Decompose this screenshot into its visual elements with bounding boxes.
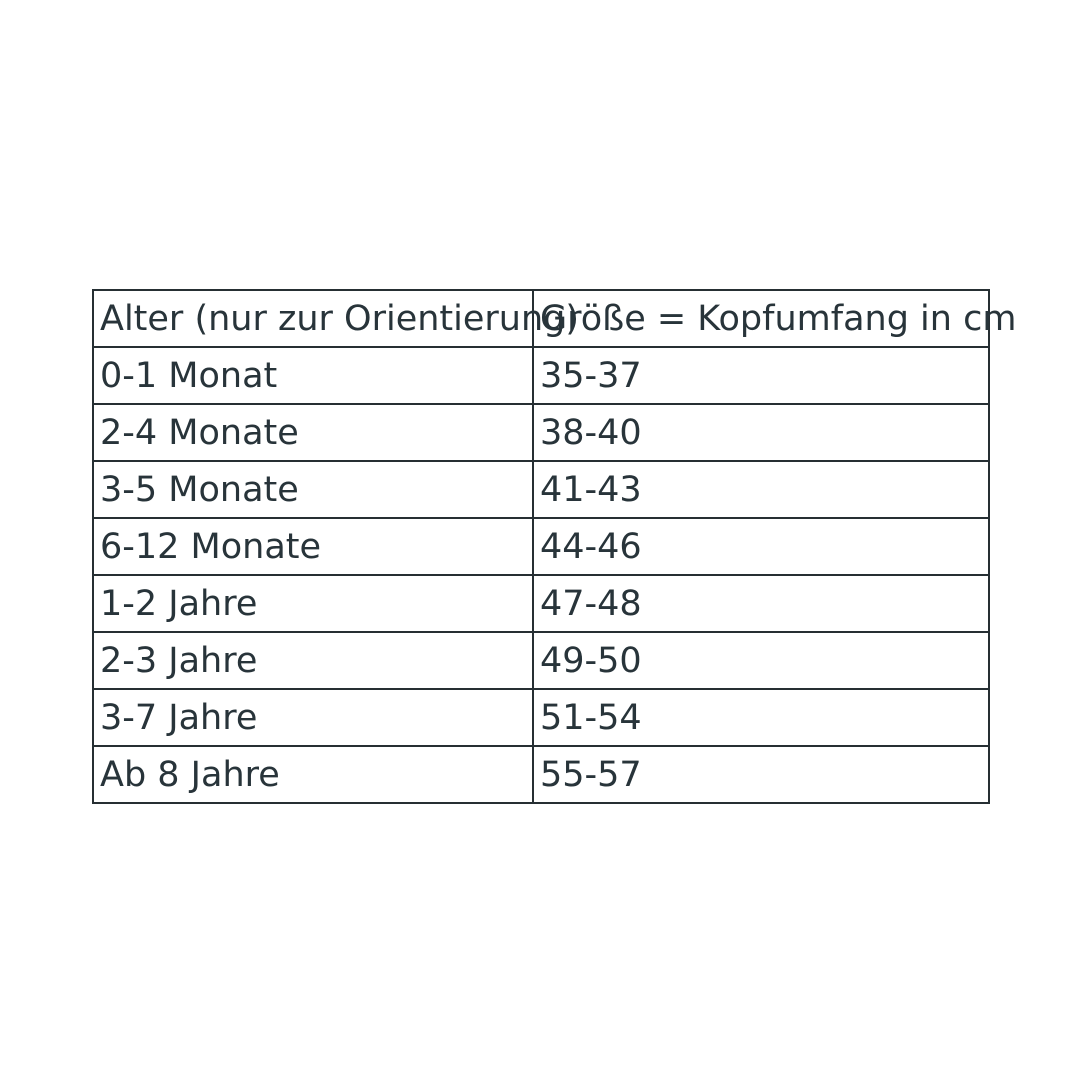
cell-size: 38-40 xyxy=(533,404,989,461)
cell-size: 49-50 xyxy=(533,632,989,689)
cell-age: 3-5 Monate xyxy=(93,461,533,518)
cell-size: 41-43 xyxy=(533,461,989,518)
cell-size: 55-57 xyxy=(533,746,989,803)
cell-age: 3-7 Jahre xyxy=(93,689,533,746)
cell-size: 47-48 xyxy=(533,575,989,632)
cell-size: 35-37 xyxy=(533,347,989,404)
column-header-size: Größe = Kopfumfang in cm xyxy=(533,290,989,347)
table-row xyxy=(93,746,989,803)
table-row xyxy=(93,632,989,689)
table-row xyxy=(93,347,989,404)
cell-age: 2-3 Jahre xyxy=(93,632,533,689)
column-header-age: Alter (nur zur Orientierung) xyxy=(93,290,533,347)
table-row xyxy=(93,404,989,461)
size-table xyxy=(92,289,1017,804)
cell-age: 6-12 Monate xyxy=(93,518,533,575)
cell-size: 44-46 xyxy=(533,518,989,575)
cell-age: 2-4 Monate xyxy=(93,404,533,461)
cell-age: 1-2 Jahre xyxy=(93,575,533,632)
table-row xyxy=(93,689,989,746)
cell-age: 0-1 Monat xyxy=(93,347,533,404)
table-header-row xyxy=(93,290,989,347)
table-row xyxy=(93,575,989,632)
cell-age: Ab 8 Jahre xyxy=(93,746,533,803)
table-row xyxy=(93,518,989,575)
cell-size: 51-54 xyxy=(533,689,989,746)
size-table-container xyxy=(92,289,1017,804)
table-row xyxy=(93,461,989,518)
